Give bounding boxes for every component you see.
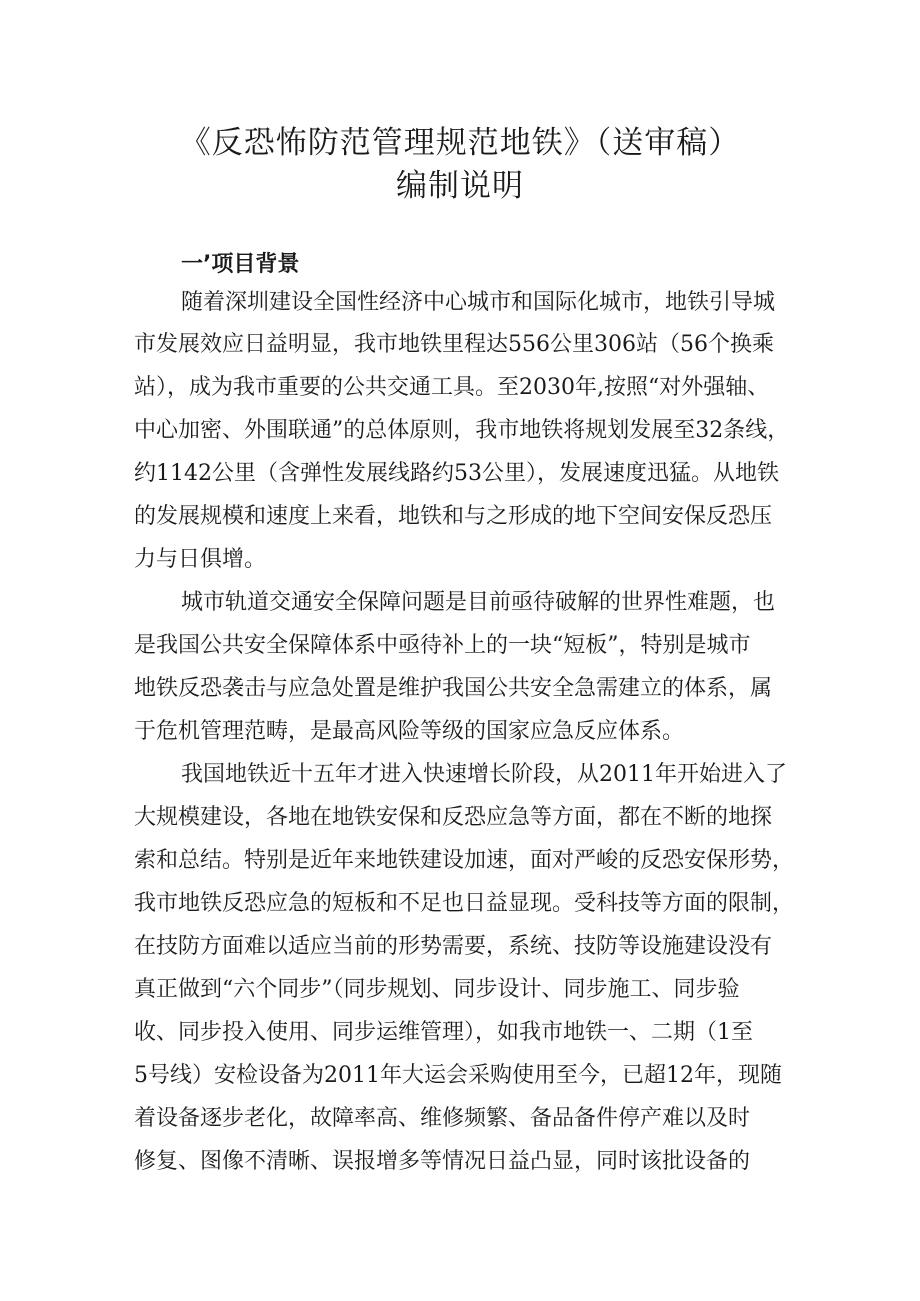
paragraph-line: 修复、图像不清晰、误报增多等情况日益凸显，同时该批设备的 [134,1149,751,1174]
paragraph-line: 随着深圳建设全国性经济中心城市和国际化城市，地铁引导城 [181,290,776,315]
paragraph-line: 约1142公里（含弹性发展线路约53公里），发展速度迅猛。从地铁 [134,461,779,486]
section-heading: 一’项目背景 [181,252,300,277]
paragraph-line: 着设备逐步老化，故障率高、维修频繁、备品备件停产难以及时 [134,1106,751,1131]
paragraph-line: 的发展规模和速度上来看，地铁和与之形成的地下空间安保反恐压 [134,504,773,529]
paragraph-line: 收、同步投入使用、同步运维管理），如我市地铁一、二期（1至 [134,1020,753,1045]
paragraph-line: 在技防方面难以适应当前的形势需要，系统、技防等设施建设没有 [134,934,773,959]
document-title: 《反恐怖防范管理规范地铁》（送审稿） [179,125,741,161]
paragraph-line: 我国地铁近十五年才进入快速增长阶段，从2011年开始进入了 [181,762,787,787]
paragraph-line: 5号线）安检设备为2011年大运会采购使用至今，已超12年，现随 [134,1063,782,1088]
paragraph-line: 中心加密、外围联通”的总体原则，我市地铁将规划发展至32条线， [134,418,790,443]
paragraph-line: 于危机管理范畴，是最高风险等级的国家应急反应体系。 [134,719,685,744]
paragraph-line: 城市轨道交通安全保障问题是目前亟待破解的世界性难题，也 [181,590,776,615]
paragraph-line: 是我国公共安全保障体系中亟待补上的一块“短板”，特别是城市 [134,633,751,658]
paragraph-line: 站），成为我市重要的公共交通工具。至2030年,按照“对外强轴、 [134,375,770,400]
paragraph-line: 市发展效应日益明显，我市地铁里程达556公里306站（56个换乘 [134,332,774,357]
paragraph-line: 地铁反恐袭击与应急处置是维护我国公共安全急需建立的体系，属 [134,676,773,701]
paragraph-line: 大规模建设，各地在地铁安保和反恐应急等方面，都在不断的地探 [134,805,773,830]
paragraph-line: 真正做到“六个同步”（同步规划、同步设计、同步施工、同步验 [134,977,740,1002]
paragraph-line: 力与日俱增。 [134,547,267,572]
document-subtitle: 编制说明 [396,168,524,204]
paragraph-line: 索和总结。特别是近年来地铁建设加速，面对严峻的反恐安保形势， [134,848,795,873]
paragraph-line: 我市地铁反恐应急的短板和不足也日益显现。受科技等方面的限制， [134,891,795,916]
